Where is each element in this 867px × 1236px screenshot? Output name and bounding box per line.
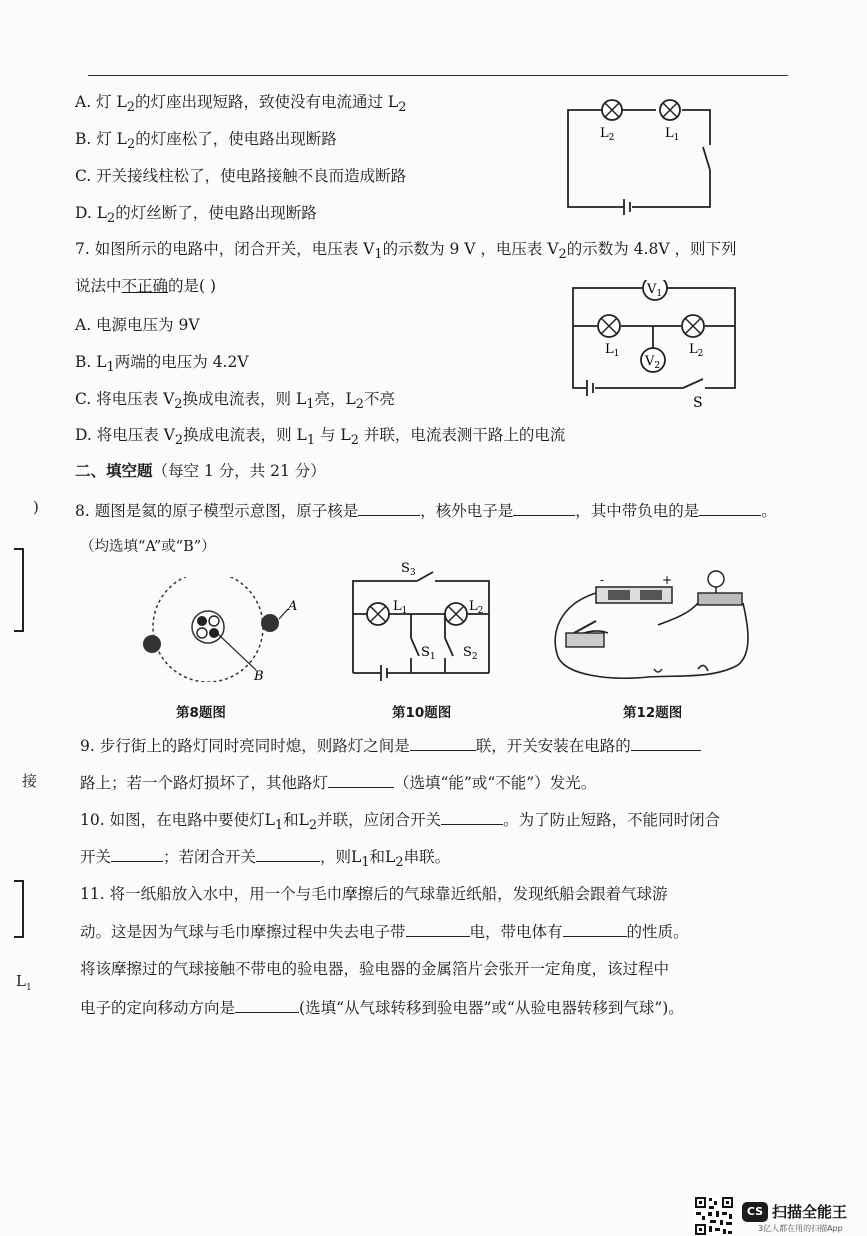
margin-l1: $L_1$ xyxy=(16,972,32,993)
q6-option-d: D. $L_2$的灯丝断了，使电路出现断路 xyxy=(75,204,317,227)
fig10-label-l2: $L_2$ xyxy=(469,599,484,616)
q10-blank-2 xyxy=(111,846,163,862)
section-heading: 二、填空题（每空 1 分，共 21 分） xyxy=(75,461,326,480)
q11-stem-line4: 电子的定向移动方向是 (选填“从气球转移到验电器”或“从验电器转移到气球”)。 xyxy=(80,999,684,1017)
q8-stem: 8. 题图是氦的原子模型示意图，原子核是 ，核外电子是 ，其中带负电的是 。 xyxy=(75,502,777,520)
fig12-bulb-holder xyxy=(698,571,742,605)
fig12-circuit-photo xyxy=(548,565,753,690)
fig10-lamp-l1 xyxy=(367,603,389,625)
q11-blank-3 xyxy=(235,997,299,1013)
q6-label-l2: $L_2$ xyxy=(600,126,615,143)
q7-lamp-l2 xyxy=(682,315,704,337)
q9-stem-line2: 路上；若一个路灯损坏了，其他路灯 （选填“能”或“不能”）发光。 xyxy=(80,774,597,792)
qr-code-icon xyxy=(694,1196,734,1236)
margin-bracket-bottom xyxy=(14,880,24,938)
camscanner-brand-name: 扫描全能王 xyxy=(772,1203,848,1221)
q10-blank-1 xyxy=(441,809,503,825)
q10-stem-line1: 10. 如图，在电路中要使灯$L_1$和$L_2$并联，应闭合开关 。为了防止短路，不能同时闭合 xyxy=(80,811,721,834)
margin-jie: 接 xyxy=(22,772,38,790)
q9-blank-1 xyxy=(410,735,476,751)
q11-blank-2 xyxy=(563,921,627,937)
fig12-caption: 第12题图 xyxy=(623,705,683,721)
fig8-caption: 第8题图 xyxy=(176,705,226,721)
q7-circuit-diagram xyxy=(565,280,745,410)
fig12-switch xyxy=(566,621,604,647)
q7-voltmeter-v1 xyxy=(643,280,667,300)
fig12-battery-box xyxy=(596,587,672,603)
q9-blank-2 xyxy=(631,735,701,751)
svg-text:V1: $V_1$ xyxy=(647,282,663,299)
q7-label-l1: $L_1$ xyxy=(605,342,620,359)
margin-bracket-top xyxy=(14,548,24,632)
fig8-electron-right xyxy=(261,614,279,632)
fig8-label-b: B xyxy=(254,669,264,682)
header-rule xyxy=(88,75,788,76)
q6-label-l1: $L_1$ xyxy=(665,126,680,143)
fig10-circuit-diagram xyxy=(343,558,493,693)
fig10-lamp-l2 xyxy=(445,603,467,625)
fig12-plus: + xyxy=(662,573,673,587)
q6-option-b: B. 灯 $L_2$的灯座松了，使电路出现断路 xyxy=(75,130,337,153)
camscanner-tagline: 3亿人都在用的扫描App xyxy=(758,1224,843,1233)
q8-blank-2 xyxy=(513,500,575,516)
q9-stem-line1: 9. 步行街上的路灯同时亮同时熄，则路灯之间是 联，开关安装在电路的 xyxy=(80,735,701,756)
fig10-label-s1: $S_1$ xyxy=(421,645,436,662)
q8-hint: （均选填“A”或“B”） xyxy=(80,539,216,555)
fig8-label-a: A xyxy=(288,599,298,614)
q6-lamp-l2 xyxy=(602,100,622,120)
fig8-electron-left xyxy=(143,635,161,653)
q6-option-c: C. 开关接线柱松了，使电路接触不良而造成断路 xyxy=(75,167,407,185)
q10-blank-3 xyxy=(256,846,320,862)
fig8-atom-model xyxy=(138,577,298,682)
q10-stem-line2: 开关 ；若闭合开关 ，则$L_1$和$L_2$串联。 xyxy=(80,848,451,871)
q11-stem-line1: 11. 将一纸船放入水中，用一个与毛巾摩擦后的气球靠近纸船，发现纸船会跟着气球游 xyxy=(80,885,668,903)
q7-stem-line2: 说法中不正确的是( ) xyxy=(75,277,217,295)
q6-lamp-l1 xyxy=(660,100,680,120)
q8-blank-3 xyxy=(699,500,761,516)
q7-option-b: B. $L_1$两端的电压为 4.2V xyxy=(75,353,249,376)
svg-text:V2: $V_2$ xyxy=(645,354,661,371)
q6-option-a: A. 灯 $L_2$的灯座出现短路，致使没有电流通过 $L_2$ xyxy=(75,93,407,116)
q11-stem-line3: 将该摩擦过的气球接触不带电的验电器，验电器的金属箔片会张开一定角度，该过程中 xyxy=(80,960,670,978)
q6-circuit-diagram xyxy=(560,95,720,220)
q7-option-c: C. 将电压表 $V_2$换成电流表，则 $L_1$亮，$L_2$不亮 xyxy=(75,390,395,413)
margin-paren: ) xyxy=(33,498,39,516)
q7-label-s: S xyxy=(693,395,703,410)
q11-stem-line2: 动。这是因为气球与毛巾摩擦过程中失去电子带 电，带电体有 的性质。 xyxy=(80,923,689,941)
q11-blank-1 xyxy=(406,921,470,937)
q7-label-l2: $L_2$ xyxy=(689,342,704,359)
fig10-caption: 第10题图 xyxy=(392,705,452,721)
camscanner-logo-icon: CS xyxy=(742,1202,768,1222)
q7-option-a: A. 电源电压为 9V xyxy=(75,316,200,334)
q7-voltmeter-v2 xyxy=(641,348,665,372)
fig8-nucleus xyxy=(192,611,224,643)
q7-option-d: D. 将电压表 $V_2$换成电流表，则 $L_1$ 与 $L_2$ 并联，电流表测干路上的电流 xyxy=(75,426,566,449)
q7-lamp-l1 xyxy=(598,315,620,337)
q9-blank-3 xyxy=(328,772,394,788)
q8-blank-1 xyxy=(358,500,420,516)
fig10-label-l1: $L_1$ xyxy=(393,599,408,616)
fig10-label-s2: $S_2$ xyxy=(463,645,478,662)
fig10-label-s3: $S_3$ xyxy=(401,561,416,578)
q7-stem-line1: 7. 如图所示的电路中，闭合开关，电压表 $V_1$的示数为 9 V ，电压表 $V_2$的示数为 4.8V ，则下列 xyxy=(75,240,737,263)
fig12-minus: - xyxy=(600,573,605,587)
